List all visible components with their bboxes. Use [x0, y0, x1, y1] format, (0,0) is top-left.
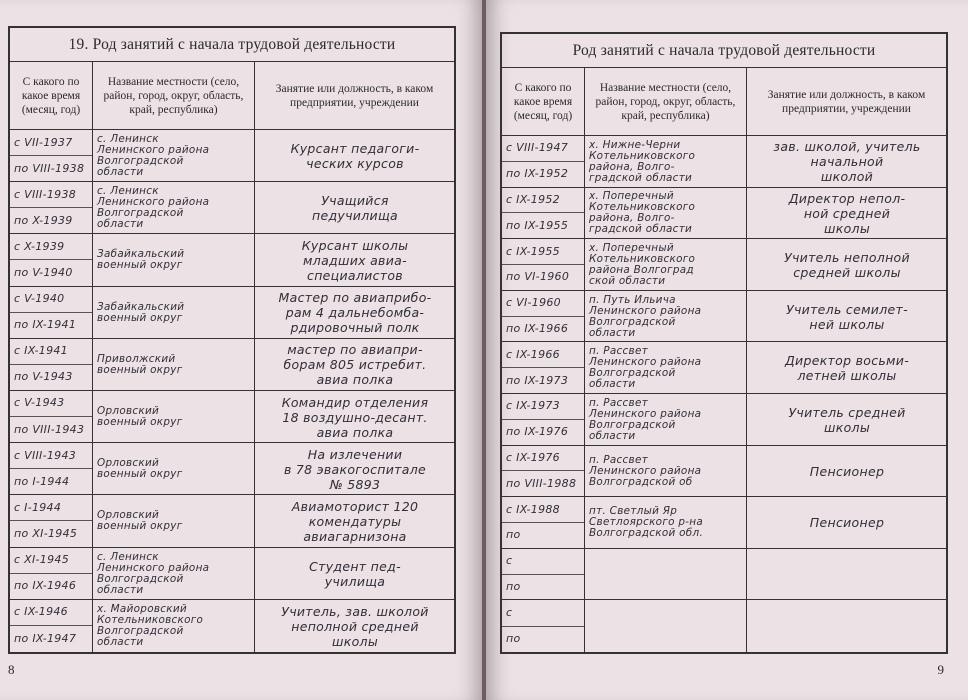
- table-row: [10, 548, 454, 600]
- locality-line: Ленинского района: [97, 561, 210, 574]
- period-from: с: [502, 549, 584, 575]
- locality-line: п. Рассвет: [589, 345, 649, 358]
- period-from: с X-1939: [10, 234, 92, 260]
- period-cell: [10, 130, 93, 181]
- left-table-title: 19. Род занятий с начала трудовой деятельности: [10, 28, 454, 62]
- period-to: по: [506, 528, 521, 542]
- locality-line: военный округ: [97, 311, 183, 324]
- occupation-line: № 5893: [329, 476, 381, 492]
- locality-line: с. Ленинск: [97, 185, 159, 198]
- occupation-line: Курсант школы: [301, 237, 409, 253]
- locality-line: Волгоградской обл.: [589, 527, 704, 540]
- locality-line: Приволжский: [97, 352, 176, 365]
- locality-line: п. Рассвет: [589, 396, 649, 409]
- locality-line: Котельниковского: [97, 614, 204, 627]
- locality-line: Волгоградской: [97, 572, 184, 585]
- locality-line: области: [97, 583, 144, 596]
- occupation-line: Пенсионер: [809, 515, 885, 531]
- locality-line: с. Ленинск: [97, 550, 159, 563]
- occupation-line: школы: [332, 633, 378, 649]
- locality-line: Волгоградской: [589, 315, 676, 328]
- locality-line: области: [589, 326, 636, 339]
- occupation-line: рдировочный полк: [290, 320, 420, 336]
- occupation-cell: [255, 339, 454, 390]
- occupation-line: Директор восьми-: [784, 353, 910, 369]
- occupation-line: авиагарнизона: [303, 528, 407, 544]
- locality-line: Орловский: [97, 509, 160, 522]
- period-from: с V-1940: [10, 287, 92, 313]
- occupation-line: педучилища: [312, 208, 398, 224]
- occupation-line: Пенсионер: [809, 463, 885, 479]
- locality-cell: [585, 446, 747, 497]
- table-row: [10, 234, 454, 286]
- period-cell: [10, 182, 93, 233]
- locality-cell: [93, 234, 255, 285]
- table-row: [502, 342, 946, 394]
- period-cell: [502, 394, 585, 445]
- locality-cell: [585, 291, 747, 342]
- occupation-cell: [747, 291, 946, 342]
- period-from: с IX-1941: [10, 339, 92, 365]
- occupation-cell: [255, 234, 454, 285]
- period-cell: [502, 549, 585, 600]
- occupation-line: Командир отделения: [281, 394, 429, 410]
- period-cell: [10, 339, 93, 390]
- header-locality: Название местности (село, район, город, округ, область, край, республика): [585, 68, 747, 135]
- period-from: с IX-1952: [502, 188, 584, 214]
- table-row: [502, 600, 946, 652]
- period-cell: [502, 239, 585, 290]
- period-from: с VII-1937: [10, 130, 92, 156]
- table-row: [502, 136, 946, 188]
- occupation-line: училища: [324, 573, 386, 589]
- period-cell: [10, 443, 93, 494]
- period-from: с XI-1945: [10, 548, 92, 574]
- locality-cell: [93, 495, 255, 546]
- locality-line: с. Ленинск: [97, 133, 159, 146]
- table-row: [10, 339, 454, 391]
- period-from: с IX-1955: [502, 239, 584, 265]
- locality-line: пт. Светлый Яр: [589, 505, 678, 518]
- occupation-cell: [255, 548, 454, 599]
- occupation-line: средней школы: [793, 264, 901, 280]
- locality-cell: [585, 549, 747, 600]
- table-row: [10, 443, 454, 495]
- locality-line: военный округ: [97, 363, 183, 376]
- occupation-cell: [747, 136, 946, 187]
- table-row: [10, 600, 454, 652]
- occupation-cell: [747, 549, 946, 600]
- left-table-body: [10, 130, 454, 652]
- occupation-line: специалистов: [307, 267, 403, 283]
- locality-line: Волгоградской: [97, 155, 184, 168]
- period-to: по IX-1941: [14, 318, 77, 332]
- locality-line: Ленинского района: [589, 464, 702, 477]
- locality-line: Котельниковского: [589, 149, 696, 162]
- locality-line: района Волгоград: [589, 263, 694, 276]
- period-from: с IX-1976: [502, 446, 584, 472]
- locality-cell: [93, 391, 255, 442]
- locality-line: п. Путь Ильича: [589, 293, 676, 306]
- locality-line: области: [97, 166, 144, 179]
- table-row: [10, 495, 454, 547]
- right-table-title: Род занятий с начала трудовой деятельности: [502, 34, 946, 68]
- locality-line: ской области: [589, 274, 666, 287]
- table-row: [502, 394, 946, 446]
- left-employment-table: [8, 26, 456, 654]
- period-cell: [502, 188, 585, 239]
- locality-line: Забайкальский: [97, 300, 185, 313]
- period-from: с VI-1960: [502, 291, 584, 317]
- occupation-line: Курсант педагоги-: [290, 141, 420, 157]
- period-from: с VIII-1938: [10, 182, 92, 208]
- locality-line: Волгоградской об: [589, 475, 693, 488]
- table-row: [10, 391, 454, 443]
- locality-line: Орловский: [97, 405, 160, 418]
- locality-line: Волгоградской: [589, 418, 676, 431]
- locality-line: х. Нижне-Черни: [589, 138, 681, 151]
- locality-line: Волгоградской: [97, 207, 184, 220]
- locality-cell: [585, 188, 747, 239]
- occupation-line: Директор непол-: [788, 190, 906, 206]
- locality-cell: [93, 443, 255, 494]
- occupation-line: школы: [824, 220, 870, 236]
- period-to: по I-1944: [14, 474, 70, 488]
- locality-cell: [585, 136, 747, 187]
- period-to: по IX-1976: [506, 425, 569, 439]
- occupation-line: школы: [824, 419, 870, 435]
- locality-cell: [585, 239, 747, 290]
- locality-cell: [585, 394, 747, 445]
- period-to: по IX-1946: [14, 579, 77, 593]
- table-row: [10, 130, 454, 182]
- period-to: по IX-1952: [506, 167, 569, 181]
- period-to: по V-1940: [14, 266, 73, 280]
- locality-line: Ленинского района: [589, 356, 702, 369]
- locality-line: Котельниковского: [589, 201, 696, 214]
- occupation-cell: [255, 391, 454, 442]
- locality-line: Волгоградской: [97, 625, 184, 638]
- locality-line: Ленинского района: [97, 144, 210, 157]
- occupation-line: комендатуры: [308, 513, 402, 529]
- occupation-line: начальной: [810, 154, 884, 170]
- header-locality: Название местности (село, район, город, округ, область, край, республика): [93, 62, 255, 129]
- occupation-line: Студент пед-: [309, 558, 401, 574]
- period-from: с I-1944: [10, 495, 92, 521]
- period-cell: [10, 391, 93, 442]
- table-row: [10, 287, 454, 339]
- period-to: по VIII-1988: [506, 476, 577, 490]
- locality-line: военный округ: [97, 416, 183, 429]
- occupation-line: младших авиа-: [303, 252, 407, 268]
- locality-line: военный округ: [97, 468, 183, 481]
- page-number-left: 8: [8, 662, 15, 677]
- occupation-cell: [747, 342, 946, 393]
- locality-cell: [93, 600, 255, 652]
- period-to: по VIII-1943: [14, 422, 85, 436]
- locality-line: градской области: [589, 223, 693, 236]
- occupation-line: Учитель неполной: [784, 249, 910, 265]
- period-cell: [10, 548, 93, 599]
- locality-line: п. Рассвет: [589, 453, 649, 466]
- locality-line: области: [97, 636, 144, 649]
- locality-line: Ленинского района: [589, 407, 702, 420]
- header-occupation: Занятие или должность, в каком предприятии, учреждении: [275, 82, 434, 109]
- period-from: с IX-1966: [502, 342, 584, 368]
- period-cell: [10, 600, 93, 652]
- occupation-cell: [747, 446, 946, 497]
- locality-line: Светлоярского р-на: [589, 516, 704, 529]
- occupation-cell: [255, 182, 454, 233]
- period-to: по IX-1966: [506, 321, 569, 335]
- left-page: [0, 0, 482, 700]
- locality-line: градской области: [589, 171, 693, 184]
- locality-line: х. Поперечный: [589, 190, 674, 203]
- table-row: [502, 239, 946, 291]
- locality-line: х. Поперечный: [589, 241, 674, 254]
- locality-line: района, Волго-: [589, 212, 675, 225]
- period-to: по: [506, 632, 521, 646]
- period-from: с V-1943: [10, 391, 92, 417]
- locality-cell: [93, 182, 255, 233]
- locality-line: Ленинского района: [97, 196, 210, 209]
- locality-line: района, Волго-: [589, 160, 675, 173]
- occupation-line: рам 4 дальнебомба-: [285, 305, 425, 321]
- period-from: с VIII-1943: [10, 443, 92, 469]
- period-cell: [10, 287, 93, 338]
- occupation-cell: [255, 443, 454, 494]
- locality-line: области: [589, 378, 636, 391]
- occupation-cell: [747, 394, 946, 445]
- table-row: [502, 291, 946, 343]
- table-row: [502, 497, 946, 549]
- period-cell: [502, 446, 585, 497]
- locality-cell: [93, 339, 255, 390]
- occupation-line: Авиамоторист 120: [291, 498, 419, 514]
- occupation-cell: [255, 495, 454, 546]
- period-to: по VIII-1938: [14, 161, 85, 175]
- occupation-line: борам 805 истребит.: [283, 357, 427, 373]
- locality-line: Котельниковского: [589, 252, 696, 265]
- period-from: с: [502, 600, 584, 626]
- table-row: [502, 549, 946, 601]
- locality-line: Орловский: [97, 457, 160, 470]
- period-cell: [502, 497, 585, 548]
- page-number-right: 9: [937, 662, 944, 677]
- right-table-body: [502, 136, 946, 652]
- period-cell: [502, 291, 585, 342]
- locality-cell: [93, 130, 255, 181]
- occupation-line: Учащийся: [321, 193, 389, 209]
- period-cell: [502, 136, 585, 187]
- period-from: с IX-1946: [10, 600, 92, 627]
- locality-line: военный округ: [97, 520, 183, 533]
- occupation-cell: [255, 130, 454, 181]
- period-to: по IX-1973: [506, 373, 569, 387]
- occupation-line: Учитель, зав. школой: [281, 603, 429, 619]
- period-from: с IX-1988: [502, 497, 584, 523]
- period-to: по VI-1960: [506, 270, 570, 284]
- left-table-header: [10, 62, 454, 130]
- period-from: с IX-1973: [502, 394, 584, 420]
- table-row: [502, 446, 946, 498]
- occupation-line: зав. школой, учитель: [773, 139, 921, 155]
- period-cell: [502, 600, 585, 652]
- locality-line: области: [97, 218, 144, 231]
- period-cell: [502, 342, 585, 393]
- occupation-cell: [255, 600, 454, 652]
- occupation-line: Учитель средней: [788, 404, 906, 420]
- header-period: С какого по какое время (месяц, год): [10, 62, 93, 129]
- locality-cell: [585, 497, 747, 548]
- occupation-line: ной средней: [803, 205, 891, 221]
- table-row: [10, 182, 454, 234]
- occupation-line: авиа полка: [316, 424, 394, 440]
- period-to: по V-1943: [14, 370, 73, 384]
- occupation-line: летней школы: [797, 368, 897, 384]
- period-to: по XI-1945: [14, 526, 78, 540]
- occupation-cell: [747, 497, 946, 548]
- occupation-line: неполной средней: [291, 618, 419, 634]
- occupation-cell: [747, 600, 946, 652]
- locality-line: военный округ: [97, 259, 183, 272]
- occupation-cell: [747, 188, 946, 239]
- period-to: по: [506, 579, 521, 593]
- period-to: по X-1939: [14, 213, 73, 227]
- occupation-line: 18 воздушно-десант.: [282, 409, 428, 425]
- occupation-line: ческих курсов: [306, 156, 404, 172]
- occupation-line: Учитель семилет-: [786, 301, 908, 317]
- locality-line: Ленинского района: [589, 304, 702, 317]
- locality-line: области: [589, 429, 636, 442]
- table-row: [502, 188, 946, 240]
- occupation-line: в 78 эвакогоспитале: [283, 461, 426, 477]
- locality-line: х. Майоровский: [97, 603, 187, 616]
- period-cell: [10, 234, 93, 285]
- locality-cell: [585, 342, 747, 393]
- occupation-line: мастер по авиапри-: [287, 342, 423, 358]
- period-to: по IX-1947: [14, 632, 77, 646]
- locality-cell: [93, 548, 255, 599]
- locality-cell: [93, 287, 255, 338]
- occupation-line: авиа полка: [316, 372, 394, 388]
- occupation-line: ней школы: [809, 316, 885, 332]
- locality-line: Волгоградской: [589, 367, 676, 380]
- occupation-cell: [255, 287, 454, 338]
- locality-cell: [585, 600, 747, 652]
- locality-line: Забайкальский: [97, 248, 185, 261]
- occupation-cell: [747, 239, 946, 290]
- period-cell: [10, 495, 93, 546]
- period-to: по IX-1955: [506, 218, 569, 232]
- right-table-header: [502, 68, 946, 136]
- header-occupation: Занятие или должность, в каком предприятии, учреждении: [767, 88, 926, 115]
- occupation-line: На излечении: [307, 446, 403, 462]
- occupation-line: школой: [820, 169, 874, 185]
- period-from: с VIII-1947: [502, 136, 584, 162]
- occupation-line: Мастер по авиаприбо-: [278, 290, 432, 306]
- header-period: С какого по какое время (месяц, год): [502, 68, 585, 135]
- right-employment-table: [500, 32, 948, 654]
